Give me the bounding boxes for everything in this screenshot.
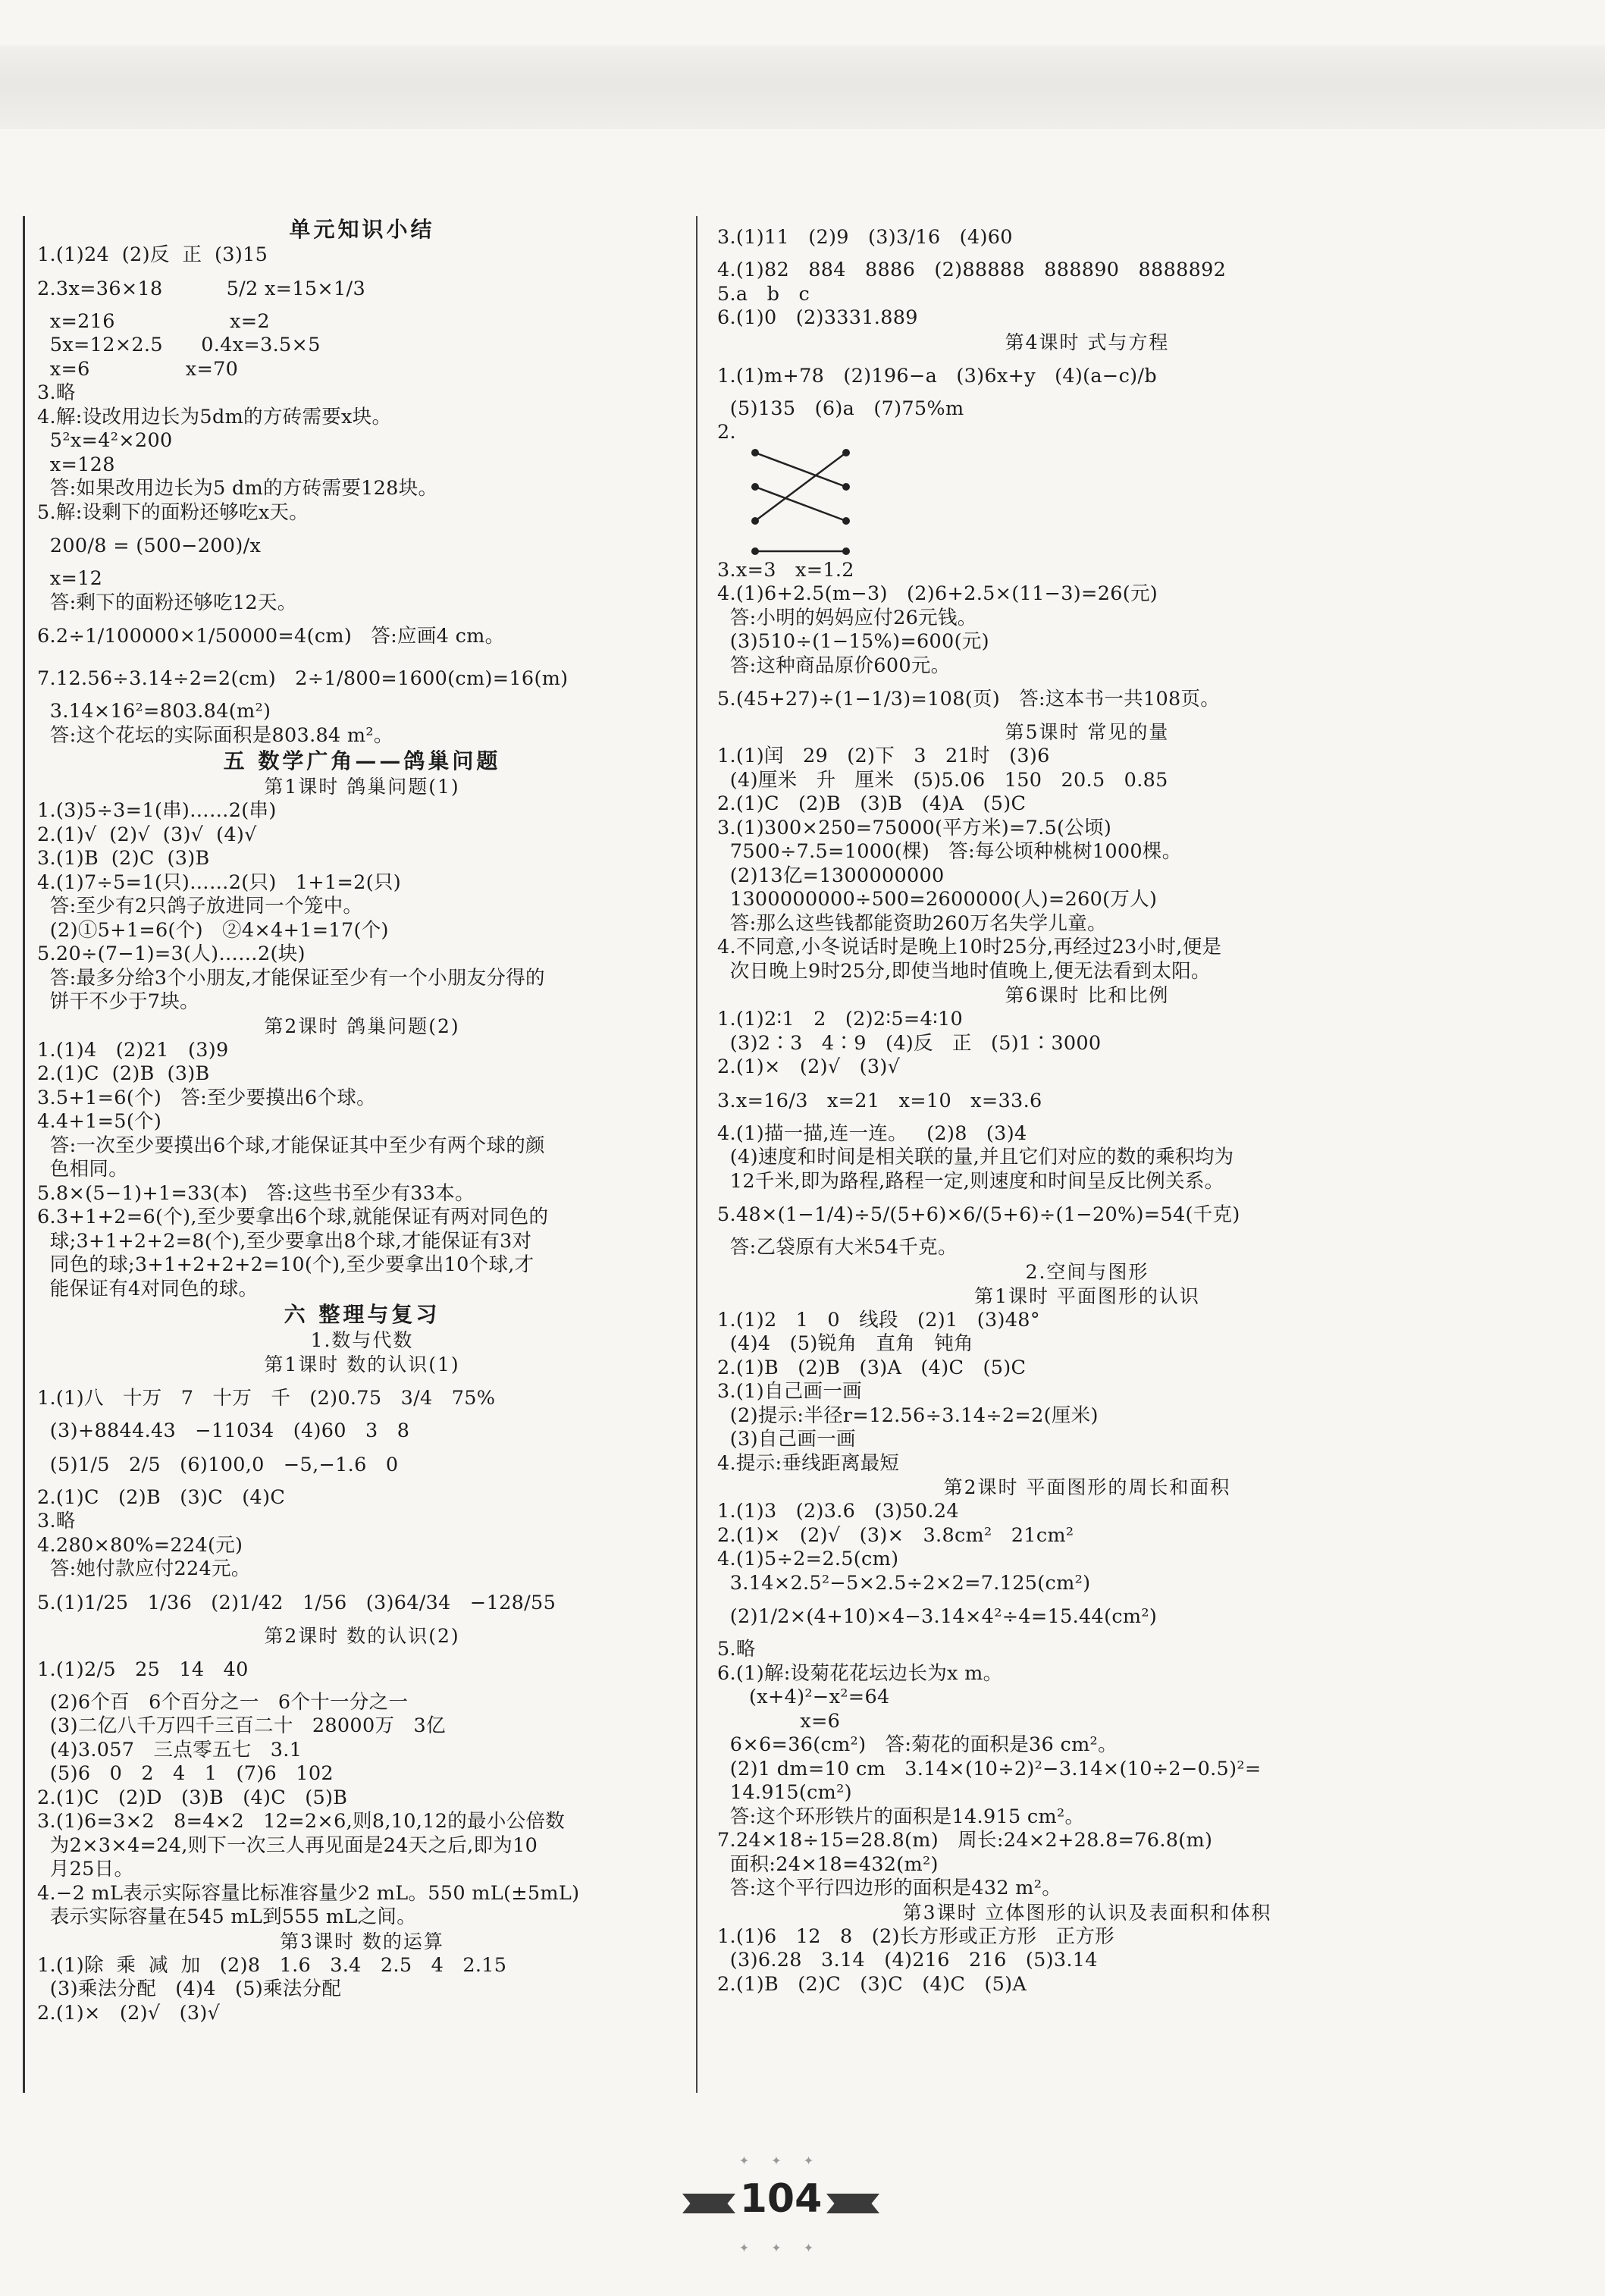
match-line [755, 453, 846, 521]
answer-line: 2.(1)B (2)B (3)A (4)C (5)C [717, 1356, 1027, 1379]
answer-line: 1.(1)3 (2)3.6 (3)50.24 [717, 1500, 959, 1523]
answer-line: (5)6 0 2 4 1 (7)6 102 [37, 1762, 334, 1785]
answer-line: 5²x=4²×200 [37, 429, 173, 452]
answer-line: 5.(45+27)÷(1−1/3)=108(页) 答:这本书一共108页。 [717, 688, 1221, 710]
answer-line: 4.(1)82 884 8886 (2)88888 888890 8888892 [717, 259, 1227, 281]
answer-line: x=6 [717, 1709, 841, 1733]
answer-line: 色相同。 [37, 1158, 129, 1181]
answer-line: 1.(1)2∶1 2 (2)2∶5=4∶10 [717, 1008, 964, 1030]
match-dot [751, 449, 759, 456]
answer-line: 1300000000÷500=2600000(人)=260(万人) [717, 888, 1158, 911]
answer-line: 5.8×(5−1)+1=33(本) 答:这些书至少有33本。 [37, 1181, 475, 1205]
scan-header-band [0, 45, 1605, 129]
answer-line: 1.(1)24 (2)反 正 (3)15 [37, 243, 268, 266]
match-dot [842, 483, 850, 491]
answer-line: 能保证有4对同色的球。 [37, 1277, 259, 1300]
answer-line: 答:小明的妈妈应付26元钱。 [717, 606, 977, 629]
match-dot [751, 483, 759, 491]
answer-line: 4.(1)描一描,连一连。 (2)8 (3)4 [717, 1121, 1027, 1145]
lesson-heading: 第2课时 数的认识(2) [264, 1624, 460, 1647]
answer-line: 5.(1)1/25 1/36 (2)1/42 1/56 (3)64/34 −128/55 [37, 1591, 556, 1614]
answer-line: 1.(1)2 1 0 线段 (2)1 (3)48° [717, 1308, 1040, 1331]
answer-line: 2.(1)× (2)√ (3)√ [37, 2001, 221, 2025]
answer-line: 4.解:设改用边长为5dm的方砖需要x块。 [37, 405, 392, 428]
answer-line: 4.不同意,小冬说话时是晚上10时25分,再经过23小时,便是 [717, 936, 1222, 958]
answer-line: 答:最多分给3个小朋友,才能保证至少有一个小朋友分得的 [37, 966, 545, 990]
lesson-heading: 1.数与代数 [310, 1329, 414, 1351]
answer-line: 答:如果改用边长为5 dm的方砖需要128块。 [37, 477, 438, 500]
match-dot [842, 517, 850, 525]
answer-line: 答:这种商品原价600元。 [717, 654, 951, 677]
answer-line: (3)510÷(1−15%)=600(元) [717, 630, 989, 653]
answer-line: 1.(1)闰 29 (2)下 3 21时 (3)6 [717, 745, 1050, 767]
answer-line: 1.(1)八 十万 7 十万 千 (2)0.75 3/4 75% [37, 1387, 496, 1410]
lesson-heading: 2.空间与图形 [1025, 1260, 1149, 1283]
answer-line: 2.3x=36×18 5/2 x=15×1/3 [37, 277, 365, 300]
answer-line: 12千米,即为路程,路程一定,则速度和时间呈反比例关系。 [717, 1169, 1224, 1193]
match-line [755, 453, 846, 487]
answer-line: 答:这个平行四边形的面积是432 m²。 [717, 1877, 1062, 1899]
answer-line: 3.略 [37, 1510, 76, 1532]
answer-line: (4)3.057 三点零五七 3.1 [37, 1738, 303, 1761]
match-line [755, 487, 846, 521]
answer-column-right [707, 216, 1465, 2093]
answer-line: (5)1/5 2/5 (6)100,0 −5,−1.6 0 [37, 1453, 399, 1476]
answer-line: x=216 x=2 [37, 309, 270, 333]
answer-line: x=6 x=70 [37, 357, 239, 381]
answer-line: 为2×3×4=24,则下一次三人再见面是24天之后,即为10 [37, 1833, 538, 1857]
answer-line: (2)13亿=1300000000 [717, 864, 945, 887]
stars-ornament-top: ✦ ✦ ✦ [738, 2153, 823, 2168]
answer-line: 2.(1)× (2)√ (3)× 3.8cm² 21cm² [717, 1523, 1074, 1547]
answer-line: 3.(1)自己画一画 [717, 1380, 862, 1403]
lesson-heading: 第3课时 数的运算 [280, 1930, 444, 1953]
answer-line: 5.解:设剩下的面粉还够吃x天。 [37, 500, 309, 524]
answer-line: 4.(1)6+2.5(m−3) (2)6+2.5×(11−3)=26(元) [717, 582, 1158, 605]
answer-line: 答:至少有2只鸽子放进同一个笼中。 [37, 895, 363, 917]
answer-line: 3.(1)11 (2)9 (3)3/16 (4)60 [717, 226, 1013, 249]
answer-line: 3.(1)B (2)C (3)B [37, 847, 210, 870]
answer-line: 14.915(cm²) [717, 1781, 852, 1804]
answer-line: 2. [717, 421, 736, 444]
lesson-heading: 第1课时 数的认识(1) [264, 1353, 460, 1375]
page-number: 104 [739, 2176, 823, 2222]
answer-line: (5)135 (6)a (7)75%m [717, 397, 964, 420]
section-heading: 五 数学广角——鸽巢问题 [223, 748, 501, 773]
answer-line: 1.(1)除 乘 减 加 (2)8 1.6 3.4 2.5 4 2.15 [37, 1953, 507, 1977]
answer-line: 2.(1)C (2)B (3)B [37, 1062, 210, 1085]
answer-line: 球;3+1+2+2=8(个),至少要拿出8个球,才能保证有3对 [37, 1229, 532, 1253]
answer-line: (2)1 dm=10 cm 3.14×(10÷2)²−3.14×(10÷2−0.5)²= [717, 1757, 1262, 1780]
answer-line: (x+4)²−x²=64 [717, 1686, 890, 1708]
answer-line: 6.3+1+2=6(个),至少要拿出6个球,就能保证有两对同色的 [37, 1206, 549, 1228]
answer-line: 7500÷7.5=1000(棵) 答:每公顷种桃树1000棵。 [717, 840, 1182, 863]
match-dot [842, 547, 850, 555]
answer-line: (4)4 (5)锐角 直角 钝角 [717, 1332, 973, 1355]
stars-ornament-bottom: ✦ ✦ ✦ [738, 2241, 823, 2255]
match-dot [842, 449, 850, 456]
answer-line: (2)6个百 6个百分之一 6个十一分之一 [37, 1690, 409, 1714]
answer-line: 200/8 = (500−200)/x [37, 535, 262, 557]
answer-column-left [23, 216, 697, 2093]
answer-line: 表示实际容量在545 mL到555 mL之间。 [37, 1905, 416, 1928]
answer-line: (3)2∶3 4∶9 (4)反 正 (5)1∶3000 [717, 1031, 1102, 1055]
answer-line: 5x=12×2.5 0.4x=3.5×5 [37, 334, 321, 356]
matching-lines-figure [748, 445, 854, 559]
answer-line: 答:她付款应付224元。 [37, 1557, 251, 1580]
answer-line: 4.(1)7÷5=1(只)……2(只) 1+1=2(只) [37, 870, 401, 894]
answer-line: 2.(1)√ (2)√ (3)√ (4)√ [37, 823, 257, 846]
answer-line: 3.5+1=6(个) 答:至少要摸出6个球。 [37, 1086, 376, 1109]
answer-line: 1.(1)m+78 (2)196−a (3)6x+y (4)(a−c)/b [717, 364, 1157, 387]
answer-line: 5.a b c [717, 282, 810, 306]
lesson-heading: 第2课时 鸽巢问题(2) [264, 1015, 460, 1037]
answer-line: 6×6=36(cm²) 答:菊花的面积是36 cm²。 [717, 1733, 1118, 1756]
answer-line: 5.20÷(7−1)=3(人)……2(块) [37, 943, 306, 965]
section-heading: 六 整理与复习 [284, 1302, 440, 1327]
lesson-heading: 第1课时 鸽巢问题(1) [264, 776, 460, 798]
answer-line: 3.14×2.5²−5×2.5÷2×2=7.125(cm²) [717, 1571, 1091, 1595]
lesson-heading: 第5课时 常见的量 [1005, 721, 1170, 743]
match-dot [751, 547, 759, 555]
answer-line: x=12 [37, 567, 103, 590]
answer-line: 6.2÷1/100000×1/50000=4(cm) 答:应画4 cm。 [37, 625, 505, 648]
answer-line: (3)乘法分配 (4)4 (5)乘法分配 [37, 1978, 342, 2000]
answer-line: 月25日。 [37, 1858, 134, 1880]
lesson-heading: 第3课时 立体图形的认识及表面积和体积 [902, 1901, 1272, 1924]
answer-line: 6.(1)0 (2)3331.889 [717, 306, 918, 329]
answer-line: 答:这个环形铁片的面积是14.915 cm²。 [717, 1805, 1085, 1828]
answer-line: 4.280×80%=224(元) [37, 1533, 243, 1557]
lesson-heading: 第2课时 平面图形的周长和面积 [943, 1476, 1231, 1498]
answer-line: 3.略 [37, 381, 76, 404]
section-heading: 单元知识小结 [289, 217, 435, 242]
answer-line: 1.(3)5÷3=1(串)……2(串) [37, 799, 277, 822]
answer-line: 1.(1)2/5 25 14 40 [37, 1658, 249, 1681]
answer-line: 答:一次至少要摸出6个球,才能保证其中至少有两个球的颜 [37, 1134, 545, 1157]
answer-line: (2)提示:半径r=12.56÷3.14÷2=2(厘米) [717, 1404, 1099, 1427]
answer-line: (4)速度和时间是相关联的量,并且它们对应的数的乘积均为 [717, 1146, 1234, 1168]
answer-line: 3.14×16²=803.84(m²) [37, 700, 271, 723]
answer-line: 答:剩下的面粉还够吃12天。 [37, 591, 297, 614]
answer-line: 3.x=3 x=1.2 [717, 558, 854, 582]
answer-line: (4)厘米 升 厘米 (5)5.06 150 20.5 0.85 [717, 768, 1168, 792]
answer-line: 1.(1)6 12 8 (2)长方形或正方形 正方形 [717, 1924, 1114, 1948]
answer-line: 同色的球;3+1+2+2+2=10(个),至少要拿出10个球,才 [37, 1253, 534, 1276]
answer-line: 饼干不少于7块。 [37, 990, 199, 1013]
answer-line: 3.(1)300×250=75000(平方米)=7.5(公顷) [717, 816, 1112, 839]
lesson-heading: 第4课时 式与方程 [1005, 331, 1170, 353]
answer-line: 3.(1)6=3×2 8=4×2 12=2×6,则8,10,12的最小公倍数 [37, 1810, 566, 1833]
answer-line: 7.24×18÷15=28.8(m) 周长:24×2+28.8=76.8(m) [717, 1829, 1213, 1852]
answer-line: (3)二亿八千万四千三百二十 28000万 3亿 [37, 1714, 446, 1737]
answer-line: 3.x=16/3 x=21 x=10 x=33.6 [717, 1089, 1042, 1112]
answer-line: 2.(1)C (2)B (3)B (4)A (5)C [717, 792, 1027, 815]
answer-line: 2.(1)× (2)√ (3)√ [717, 1055, 901, 1078]
answer-line: 4.−2 mL表示实际容量比标准容量少2 mL。550 mL(±5mL) [37, 1881, 580, 1905]
answer-line: 2.(1)B (2)C (3)C (4)C (5)A [717, 1972, 1027, 1996]
answer-line: 1.(1)4 (2)21 (3)9 [37, 1038, 229, 1062]
lesson-heading: 第1课时 平面图形的认识 [974, 1284, 1200, 1307]
answer-line: 2.(1)C (2)B (3)C (4)C [37, 1485, 286, 1509]
answer-line: 4.(1)5÷2=2.5(cm) [717, 1548, 899, 1570]
answer-line: 4.提示:垂线距离最短 [717, 1451, 900, 1475]
answer-line: (3)自己画一画 [717, 1428, 856, 1451]
answer-line: 7.12.56÷3.14÷2=2(cm) 2÷1/800=1600(cm)=16(m) [37, 667, 569, 690]
answer-line: (3)+8844.43 −11034 (4)60 3 8 [37, 1419, 410, 1442]
answer-line: (3)6.28 3.14 (4)216 216 (5)3.14 [717, 1949, 1098, 1971]
page-footer [667, 2150, 895, 2279]
answer-line: 答:这个花坛的实际面积是803.84 m²。 [37, 723, 393, 747]
answer-line: 面积:24×18=432(m²) [717, 1852, 939, 1876]
lesson-heading: 第6课时 比和比例 [1005, 984, 1170, 1006]
answer-line: 2.(1)C (2)D (3)B (4)C (5)B [37, 1786, 348, 1809]
answer-line: 4.4+1=5(个) [37, 1110, 162, 1133]
answer-line: 5.48×(1−1/4)÷5/(5+6)×6/(5+6)÷(1−20%)=54(千克) [717, 1203, 1240, 1226]
answer-line: 答:乙袋原有大米54千克。 [717, 1236, 958, 1259]
answer-line: 次日晚上9时25分,即使当地时值晚上,便无法看到太阳。 [717, 959, 1211, 983]
answer-line: (2)①5+1=6(个) ②4×4+1=17(个) [37, 918, 389, 942]
answer-line: 6.(1)解:设菊花花坛边长为x m。 [717, 1661, 1003, 1685]
match-dot [751, 517, 759, 525]
answer-line: 答:那么这些钱都能资助260万名失学儿童。 [717, 911, 1107, 935]
answer-line: 5.略 [717, 1638, 756, 1661]
answer-line: (2)1/2×(4+10)×4−3.14×4²÷4=15.44(cm²) [717, 1605, 1158, 1628]
answer-line: x=128 [37, 453, 115, 476]
